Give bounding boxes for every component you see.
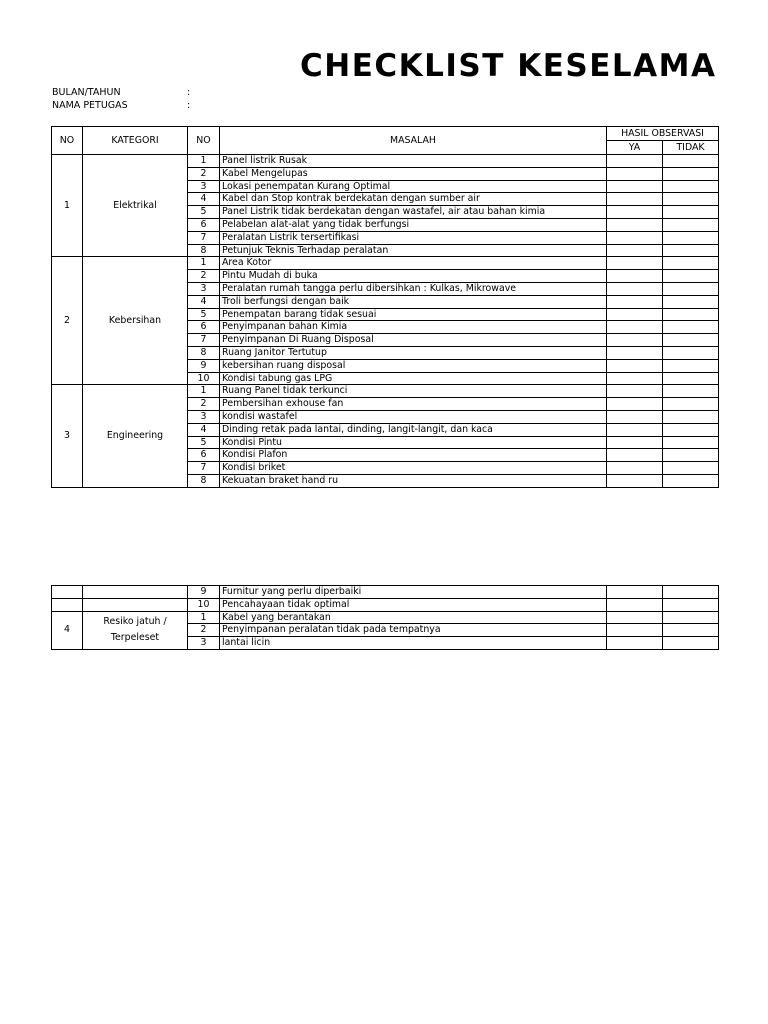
item-number: 10 <box>188 598 220 611</box>
observasi-tidak-cell[interactable] <box>663 346 719 359</box>
observasi-ya-cell[interactable] <box>607 436 663 449</box>
item-number: 1 <box>188 155 220 168</box>
observasi-ya-cell[interactable] <box>607 244 663 257</box>
observasi-ya-cell[interactable] <box>607 167 663 180</box>
observasi-ya-cell[interactable] <box>607 270 663 283</box>
observasi-ya-cell[interactable] <box>607 410 663 423</box>
header-tidak: TIDAK <box>663 141 719 155</box>
item-masalah: Penyimpanan peralatan tidak pada tempatnya <box>220 624 607 637</box>
category-number-empty <box>52 586 83 599</box>
header-hasil-observasi: HASIL OBSERVASI <box>607 127 719 141</box>
table-row <box>52 586 719 599</box>
item-number: 3 <box>188 410 220 423</box>
meta-bulan-tahun <box>52 87 191 98</box>
observasi-ya-cell[interactable] <box>607 423 663 436</box>
observasi-tidak-cell[interactable] <box>663 155 719 168</box>
item-number: 1 <box>188 257 220 270</box>
observasi-tidak-cell[interactable] <box>663 180 719 193</box>
item-masalah: Kondisi Pintu <box>220 436 607 449</box>
item-number: 5 <box>188 206 220 219</box>
item-number: 2 <box>188 624 220 637</box>
observasi-tidak-cell[interactable] <box>663 193 719 206</box>
item-masalah: Kondisi tabung gas LPG <box>220 372 607 385</box>
item-number: 9 <box>188 586 220 599</box>
item-number: 1 <box>188 385 220 398</box>
observasi-tidak-cell[interactable] <box>663 372 719 385</box>
observasi-tidak-cell[interactable] <box>663 410 719 423</box>
table-row <box>52 611 719 624</box>
observasi-tidak-cell[interactable] <box>663 334 719 347</box>
item-masalah: Troli berfungsi dengan baik <box>220 295 607 308</box>
observasi-tidak-cell[interactable] <box>663 295 719 308</box>
category-number: 4 <box>52 611 83 649</box>
observasi-ya-cell[interactable] <box>607 637 663 650</box>
category-name-line: Terpeleset <box>110 632 160 644</box>
item-masalah: Area Kotor <box>220 257 607 270</box>
observasi-ya-cell[interactable] <box>607 218 663 231</box>
item-number: 8 <box>188 244 220 257</box>
meta-label: BULAN/TAHUN <box>52 87 121 98</box>
observasi-ya-cell[interactable] <box>607 257 663 270</box>
observasi-ya-cell[interactable] <box>607 180 663 193</box>
item-masalah: Lokasi penempatan Kurang Optimal <box>220 180 607 193</box>
observasi-tidak-cell[interactable] <box>663 359 719 372</box>
header-kategori: KATEGORI <box>83 127 188 155</box>
item-masalah: Pembersihan exhouse fan <box>220 398 607 411</box>
item-masalah: lantai licin <box>220 637 607 650</box>
item-number: 9 <box>188 359 220 372</box>
meta-colon: : <box>187 100 191 111</box>
observasi-tidak-cell[interactable] <box>663 321 719 334</box>
meta-label: NAMA PETUGAS <box>52 100 128 111</box>
item-number: 7 <box>188 231 220 244</box>
header-ya: YA <box>607 141 663 155</box>
item-masalah: Penyimpanan Di Ruang Disposal <box>220 334 607 347</box>
item-masalah: Petunjuk Teknis Terhadap peralatan <box>220 244 607 257</box>
observasi-ya-cell[interactable] <box>607 372 663 385</box>
observasi-tidak-cell[interactable] <box>663 462 719 475</box>
observasi-tidak-cell[interactable] <box>663 257 719 270</box>
item-number: 10 <box>188 372 220 385</box>
item-masalah: Panel listrik Rusak <box>220 155 607 168</box>
item-number: 8 <box>188 474 220 487</box>
item-masalah: kondisi wastafel <box>220 410 607 423</box>
observasi-tidak-cell[interactable] <box>663 449 719 462</box>
observasi-tidak-cell[interactable] <box>663 218 719 231</box>
observasi-tidak-cell[interactable] <box>663 385 719 398</box>
item-number: 4 <box>188 423 220 436</box>
observasi-tidak-cell[interactable] <box>663 206 719 219</box>
item-number: 6 <box>188 321 220 334</box>
item-masalah: Pelabelan alat-alat yang tidak berfungsi <box>220 218 607 231</box>
observasi-ya-cell[interactable] <box>607 474 663 487</box>
item-masalah: kebersihan ruang disposal <box>220 359 607 372</box>
observasi-tidak-cell[interactable] <box>663 598 719 611</box>
item-masalah: Kabel dan Stop kontrak berdekatan dengan sumber air <box>220 193 607 206</box>
item-masalah: Kondisi briket <box>220 462 607 475</box>
header-masalah: MASALAH <box>220 127 607 155</box>
item-masalah: Kekuatan braket hand ru <box>220 474 607 487</box>
item-masalah: Kondisi Plafon <box>220 449 607 462</box>
observasi-ya-cell[interactable] <box>607 398 663 411</box>
item-masalah: Penyimpanan bahan Kimia <box>220 321 607 334</box>
item-number: 3 <box>188 282 220 295</box>
header-no-item: NO <box>188 127 220 155</box>
category-name: Elektrikal <box>83 155 188 257</box>
item-number: 4 <box>188 193 220 206</box>
item-number: 2 <box>188 270 220 283</box>
observasi-tidak-cell[interactable] <box>663 308 719 321</box>
category-number: 1 <box>52 155 83 257</box>
item-masalah: Kabel Mengelupas <box>220 167 607 180</box>
observasi-ya-cell[interactable] <box>607 295 663 308</box>
meta-colon: : <box>187 87 191 98</box>
item-masalah: Kabel yang berantakan <box>220 611 607 624</box>
table-row <box>52 598 719 611</box>
header-no: NO <box>52 127 83 155</box>
checklist-table <box>51 126 719 488</box>
observasi-tidak-cell[interactable] <box>663 270 719 283</box>
item-masalah: Peralatan rumah tangga perlu dibersihkan : Kulkas, Mikrowave <box>220 282 607 295</box>
item-masalah: Pintu Mudah di buka <box>220 270 607 283</box>
item-number: 8 <box>188 346 220 359</box>
category-name: Kebersihan <box>83 257 188 385</box>
observasi-tidak-cell[interactable] <box>663 637 719 650</box>
observasi-tidak-cell[interactable] <box>663 624 719 637</box>
observasi-ya-cell[interactable] <box>607 611 663 624</box>
item-masalah: Ruang Janitor Tertutup <box>220 346 607 359</box>
table-row <box>52 385 719 398</box>
item-number: 4 <box>188 295 220 308</box>
category-number-empty <box>52 598 83 611</box>
item-number: 7 <box>188 334 220 347</box>
observasi-ya-cell[interactable] <box>607 334 663 347</box>
category-name-empty <box>83 586 188 599</box>
item-number: 7 <box>188 462 220 475</box>
observasi-tidak-cell[interactable] <box>663 167 719 180</box>
category-name: Engineering <box>83 385 188 487</box>
item-masalah: Ruang Panel tidak terkunci <box>220 385 607 398</box>
category-number: 2 <box>52 257 83 385</box>
item-masalah: Penempatan barang tidak sesuai <box>220 308 607 321</box>
observasi-ya-cell[interactable] <box>607 193 663 206</box>
item-masalah: Furnitur yang perlu diperbaiki <box>220 586 607 599</box>
item-masalah: Peralatan Listrik tersertifikasi <box>220 231 607 244</box>
observasi-tidak-cell[interactable] <box>663 282 719 295</box>
item-masalah: Dinding retak pada lantai, dinding, langit-langit, dan kaca <box>220 423 607 436</box>
observasi-ya-cell[interactable] <box>607 155 663 168</box>
item-number: 2 <box>188 167 220 180</box>
observasi-tidak-cell[interactable] <box>663 436 719 449</box>
table-row <box>52 155 719 168</box>
item-number: 1 <box>188 611 220 624</box>
observasi-tidak-cell[interactable] <box>663 244 719 257</box>
observasi-tidak-cell[interactable] <box>663 231 719 244</box>
observasi-ya-cell[interactable] <box>607 462 663 475</box>
page-title: CHECKLIST KESELAMA <box>300 48 717 84</box>
observasi-ya-cell[interactable] <box>607 346 663 359</box>
item-masalah: Panel Listrik tidak berdekatan dengan wastafel, air atau bahan kimia <box>220 206 607 219</box>
observasi-ya-cell[interactable] <box>607 624 663 637</box>
item-number: 5 <box>188 308 220 321</box>
table-row <box>52 257 719 270</box>
meta-nama-petugas <box>52 100 191 111</box>
observasi-ya-cell[interactable] <box>607 308 663 321</box>
observasi-ya-cell[interactable] <box>607 586 663 599</box>
observasi-ya-cell[interactable] <box>607 231 663 244</box>
observasi-tidak-cell[interactable] <box>663 474 719 487</box>
item-masalah: Pencahayaan tidak optimal <box>220 598 607 611</box>
item-number: 5 <box>188 436 220 449</box>
item-number: 6 <box>188 449 220 462</box>
observasi-ya-cell[interactable] <box>607 598 663 611</box>
observasi-ya-cell[interactable] <box>607 321 663 334</box>
observasi-tidak-cell[interactable] <box>663 423 719 436</box>
item-number: 2 <box>188 398 220 411</box>
item-number: 6 <box>188 218 220 231</box>
checklist-table-continuation <box>51 585 719 650</box>
observasi-ya-cell[interactable] <box>607 206 663 219</box>
observasi-tidak-cell[interactable] <box>663 611 719 624</box>
category-name <box>83 611 188 649</box>
observasi-tidak-cell[interactable] <box>663 398 719 411</box>
category-name-line: Resiko jatuh / <box>103 616 167 628</box>
item-number: 3 <box>188 637 220 650</box>
observasi-ya-cell[interactable] <box>607 282 663 295</box>
observasi-tidak-cell[interactable] <box>663 586 719 599</box>
observasi-ya-cell[interactable] <box>607 449 663 462</box>
observasi-ya-cell[interactable] <box>607 385 663 398</box>
item-number: 3 <box>188 180 220 193</box>
category-number: 3 <box>52 385 83 487</box>
observasi-ya-cell[interactable] <box>607 359 663 372</box>
category-name-empty <box>83 598 188 611</box>
